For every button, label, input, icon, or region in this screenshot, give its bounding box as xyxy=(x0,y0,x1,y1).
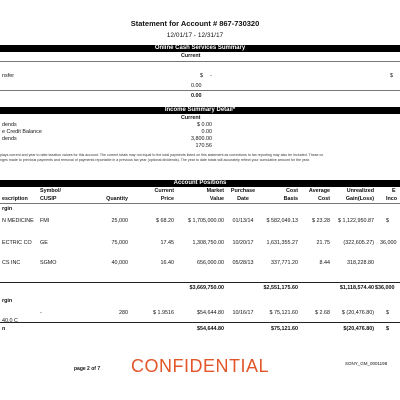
holding-price: $ 68.20 xyxy=(156,218,174,224)
income-row-label: dends xyxy=(2,136,17,142)
income-disclaimer xyxy=(0,153,400,163)
income-summary-header: Income Summary Detail* xyxy=(0,107,400,114)
cash-current-column: Current xyxy=(181,53,201,59)
divider xyxy=(0,322,400,323)
holding-quantity: 40,000 xyxy=(111,260,128,266)
divider xyxy=(0,203,400,204)
holding-cost-basis: 1,631,355.27 xyxy=(266,240,298,246)
total-cost-basis: $75,121.60 xyxy=(271,326,298,332)
holding-income: $ xyxy=(386,310,389,316)
section-margin-label: rgin xyxy=(2,298,13,304)
col-current: Current xyxy=(154,188,174,194)
holding-income: 36,000 xyxy=(380,240,397,246)
total-label: n xyxy=(2,326,6,332)
col-e-truncated: E xyxy=(392,188,396,194)
cash-value-2: 0.00 xyxy=(191,93,202,99)
statement-period: 12/01/17 - 12/31/17 xyxy=(166,32,224,39)
col-cost: Cost xyxy=(286,188,298,194)
holding-unrealized-gain: $ 1,122,950.87 xyxy=(338,218,374,224)
divider xyxy=(0,61,400,62)
income-row-value: 0.00 xyxy=(201,129,212,135)
income-current-column: Current xyxy=(181,115,201,121)
page-number: page 2 of 7 xyxy=(74,366,101,372)
holding-subdescription: 40.0 C xyxy=(2,318,18,324)
holding-quantity: 280 xyxy=(119,310,128,316)
col-description: escription xyxy=(2,196,28,202)
holding-purchase-date: 10/20/17 xyxy=(232,240,254,246)
col-gain: Gain(Loss) xyxy=(345,196,374,202)
cash-row-label: nsfer xyxy=(2,73,14,79)
col-price: Price xyxy=(160,196,174,202)
holding-quantity: 75,000 xyxy=(111,240,128,246)
holding-quantity: 25,000 xyxy=(111,218,128,224)
cash-summary-header: Online Cash Services Summary xyxy=(0,45,400,52)
total-income: $36,000 xyxy=(375,285,395,291)
holding-symbol: GE xyxy=(40,240,48,246)
holding-symbol: FMI xyxy=(40,218,50,224)
holding-price: 17.45 xyxy=(160,240,174,246)
col-income-truncated: Inco xyxy=(386,196,398,202)
holding-price: 16.40 xyxy=(160,260,174,266)
holding-unrealized-gain: 318,228.80 xyxy=(347,260,374,266)
holding-purchase-date: 10/16/17 xyxy=(232,310,254,316)
col-purchase: Purchase xyxy=(230,188,256,194)
total-income: $ xyxy=(386,326,389,332)
col-quantity: Quantity xyxy=(106,196,128,202)
total-cost-basis: $2,551,175.60 xyxy=(263,285,298,291)
divider xyxy=(0,90,400,91)
confidential-stamp: CONFIDENTIAL xyxy=(130,356,269,376)
col-symbol: Symbol/ xyxy=(40,188,61,194)
holding-average-cost: 8.44 xyxy=(319,260,330,266)
holding-market-value: $54,644.80 xyxy=(197,310,224,316)
divider xyxy=(0,282,400,283)
holding-price: $ 1.9516 xyxy=(153,310,174,316)
col-date: Date xyxy=(237,196,249,202)
income-row-value: 170.56 xyxy=(195,143,212,149)
income-row-value: $ 0.00 xyxy=(197,122,212,128)
holding-average-cost: $ 2.68 xyxy=(315,310,330,316)
holding-name: CS INC xyxy=(2,260,21,266)
col-basis: Basis xyxy=(283,196,298,202)
col-value: Value xyxy=(209,196,224,202)
holding-market-value: 1,308,750.00 xyxy=(192,240,224,246)
col-market: Market xyxy=(206,188,224,194)
cash-dash: - xyxy=(210,73,212,79)
holding-purchase-date: 05/28/13 xyxy=(232,260,254,266)
disclaimer-line: plays current and year to date taxation values for this account. The current totals may not equal to the total payments listed on this statement as corrections to tax reporting may also be included. These co xyxy=(0,153,324,157)
holding-income: $ xyxy=(386,218,389,224)
col-unrealized: Unrealized xyxy=(346,188,374,194)
holding-average-cost: $ 23.28 xyxy=(312,218,330,224)
income-row-label: e Credit Balance xyxy=(2,129,42,135)
holding-name: N MEDICINE xyxy=(2,218,34,224)
section-margin-label: rgin xyxy=(2,206,13,212)
holding-market-value: 656,000.00 xyxy=(197,260,224,266)
income-row-label: dends xyxy=(2,122,17,128)
income-row-value: 3,800.00 xyxy=(191,136,212,142)
document-id: SONY_GM_0001198 xyxy=(345,361,388,366)
holding-cost-basis: $ 75,121.60 xyxy=(269,310,298,316)
holding-cost-basis: $ 582,049.13 xyxy=(266,218,298,224)
total-market-value: $54,644.80 xyxy=(197,326,224,332)
holding-symbol: - xyxy=(40,310,42,316)
total-market-value: $3,669,750.00 xyxy=(189,285,224,291)
statement-title: Statement for Account # 867-730320 xyxy=(130,19,260,28)
cash-dollar-sign-right: $ xyxy=(390,73,393,79)
holding-average-cost: 21.75 xyxy=(316,240,330,246)
holding-purchase-date: 01/13/14 xyxy=(232,218,254,224)
cash-value-1: 0.00 xyxy=(191,83,202,89)
disclaimer-line: nges made to previous payments and removal of payments reportable in a previous tax year (optional dividends). The year to date totals will accurately reflect your cumulative amount for the year. xyxy=(0,158,310,162)
holding-market-value: $ 1,705,000.00 xyxy=(188,218,224,224)
total-unrealized-gain: $1,118,574.40 xyxy=(339,285,374,291)
holding-unrealized-gain: (322,605.27) xyxy=(343,240,374,246)
col-cusip: CUSIP xyxy=(40,196,57,202)
total-unrealized-gain: $(20,476.80) xyxy=(343,326,374,332)
holding-name: ECTRIC CO xyxy=(2,240,32,246)
col-avg-cost: Cost xyxy=(318,196,330,202)
holding-symbol: SGMO xyxy=(40,260,57,266)
holding-unrealized-gain: $ (20,476.80) xyxy=(341,310,374,316)
holding-cost-basis: 337,771.20 xyxy=(271,260,298,266)
col-average: Average xyxy=(308,188,330,194)
positions-header: Account Positions xyxy=(0,180,400,187)
cash-dollar-sign: $ xyxy=(200,73,203,79)
